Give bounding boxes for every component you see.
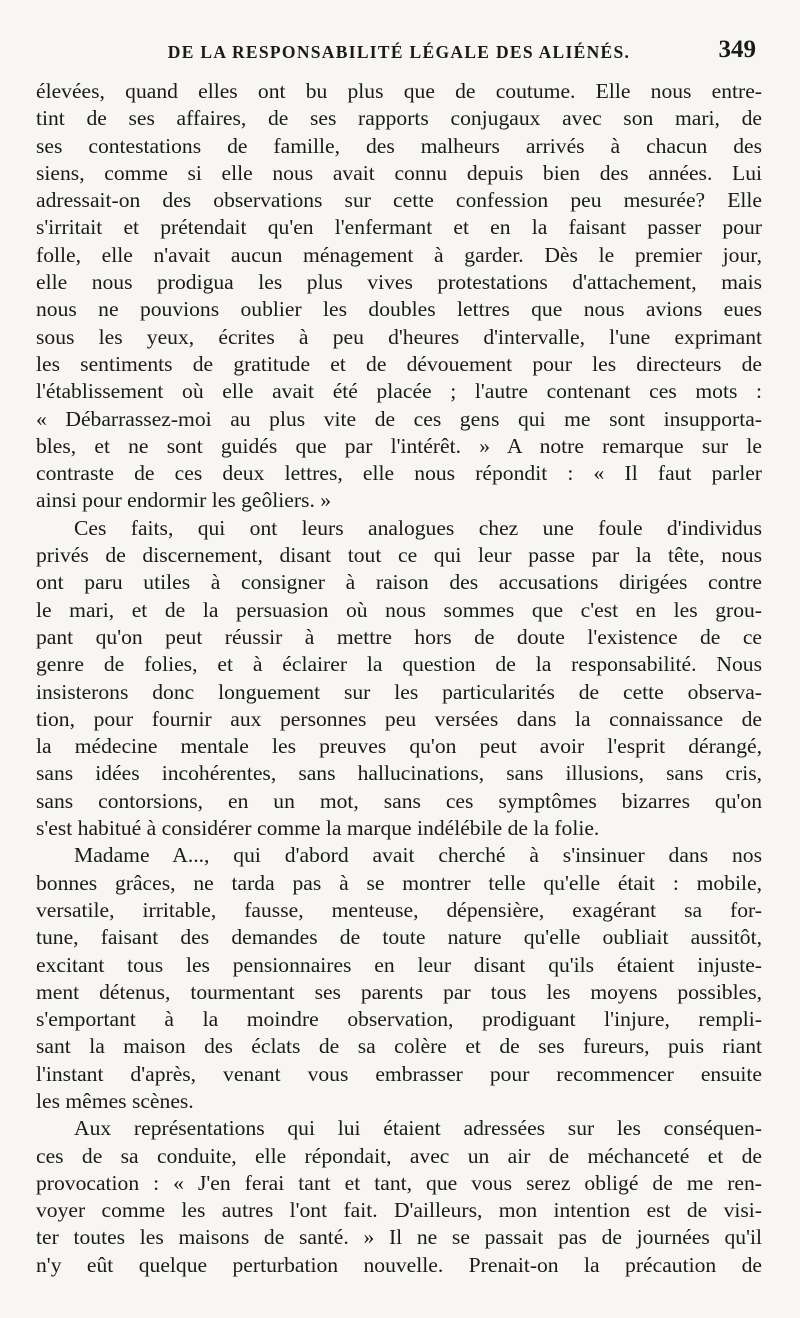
text-line: Aux représentations qui lui étaient adressées sur les conséquen- — [74, 1116, 762, 1141]
text-line: bles, et ne sont guidés que par l'intérêt. » A notre remarque sur le — [36, 433, 762, 458]
text-line: n'y eût quelque perturbation nouvelle. Prenait-on la précaution de — [36, 1252, 762, 1277]
text-line: s'irritait et prétendait qu'en l'enfermant et en la faisant passer pour — [36, 215, 762, 240]
text-line: tion, pour fournir aux personnes peu versées dans la connaissance de — [36, 706, 762, 731]
text-line: sans idées incohérentes, sans hallucinations, sans illusions, sans cris, — [36, 761, 762, 786]
text-line: ces de sa conduite, elle répondait, avec un air de méchanceté et de — [36, 1143, 762, 1168]
text-line: genre de folies, et à éclairer la question de la responsabilité. Nous — [36, 652, 762, 677]
text-line: siens, comme si elle nous avait connu depuis bien des années. Lui — [36, 160, 762, 185]
text-line: sant la maison des éclats de sa colère et de ses fureurs, puis riant — [36, 1034, 762, 1059]
text-line: ter toutes les maisons de santé. » Il ne se passait pas de journées qu'il — [36, 1225, 762, 1250]
text-line: sous les yeux, écrites à peu d'heures d'intervalle, l'une exprimant — [36, 324, 762, 349]
text-line: la médecine mentale les preuves qu'on peut avoir l'esprit dérangé, — [36, 734, 762, 759]
text-line: l'instant d'après, venant vous embrasser pour recommencer ensuite — [36, 1061, 762, 1086]
text-line: ainsi pour endormir les geôliers. » — [36, 488, 332, 513]
text-line: excitant tous les pensionnaires en leur disant qu'ils étaient injuste- — [36, 952, 762, 977]
text-line: voyer comme les autres l'ont fait. D'ailleurs, mon intention est de visi- — [36, 1198, 762, 1223]
text-line: ont paru utiles à consigner à raison des accusations dirigées contre — [36, 570, 762, 595]
text-line: nous ne pouvions oublier les doubles lettres que nous avions eues — [36, 297, 762, 322]
text-line: le mari, et de la persuasion où nous sommes que c'est en les grou- — [36, 597, 762, 622]
text-line: adressait-on des observations sur cette confession peu mesurée? Elle — [36, 188, 762, 213]
text-line: privés de discernement, disant tout ce qui leur passe par la tête, nous — [36, 543, 762, 568]
text-line: bonnes grâces, ne tarda pas à se montrer telle qu'elle était : mobile, — [36, 870, 762, 895]
text-line: sans contorsions, en un mot, sans ces symptômes bizarres qu'on — [36, 788, 762, 813]
page-number: 349 — [718, 36, 756, 63]
text-line: Ces faits, qui ont leurs analogues chez une foule d'individus — [74, 515, 762, 540]
text-line: insisterons donc longuement sur les particularités de cette observa- — [36, 679, 762, 704]
text-line: Madame A..., qui d'abord avait cherché à s'insinuer dans nos — [74, 843, 762, 868]
text-line: ses contestations de famille, des malheurs arrivés à chacun des — [36, 133, 762, 158]
text-line: pant qu'on peut réussir à mettre hors de doute l'existence de ce — [36, 624, 762, 649]
running-title: DE LA RESPONSABILITÉ LÉGALE DES ALIÉNÉS. — [167, 42, 631, 62]
text-line: l'établissement où elle avait été placée ; l'autre contenant ces mots : — [36, 379, 762, 404]
body-text — [36, 78, 762, 1279]
text-line: elle nous prodigua les plus vives protestations d'attachement, mais — [36, 270, 762, 295]
text-line: les sentiments de gratitude et de dévouement pour les directeurs de — [36, 351, 762, 376]
text-line: versatile, irritable, fausse, menteuse, dépensière, exagérant sa for- — [36, 897, 762, 922]
text-line: tint de ses affaires, de ses rapports conjugaux avec son mari, de — [36, 106, 762, 131]
text-line: tune, faisant des demandes de toute nature qu'elle oubliait aussitôt, — [36, 925, 762, 950]
text-line: provocation : « J'en ferai tant et tant, que vous serez obligé de me ren- — [36, 1170, 762, 1195]
text-line: ment détenus, tourmentant ses parents par tous les moyens possibles, — [36, 979, 762, 1004]
text-line: les mêmes scènes. — [36, 1088, 194, 1113]
text-line: folle, elle n'avait aucun ménagement à garder. Dès le premier jour, — [36, 242, 762, 267]
text-line: « Débarrassez-moi au plus vite de ces gens qui me sont insupporta- — [36, 406, 762, 431]
text-line: s'est habitué à considérer comme la marque indélébile de la folie. — [36, 816, 600, 841]
text-line: élevées, quand elles ont bu plus que de coutume. Elle nous entre- — [36, 79, 762, 103]
text-line: s'emportant à la moindre observation, prodiguant l'injure, rempli- — [36, 1007, 762, 1032]
text-line: contraste de ces deux lettres, elle nous répondit : « Il faut parler — [36, 461, 762, 486]
page-header — [36, 34, 762, 78]
